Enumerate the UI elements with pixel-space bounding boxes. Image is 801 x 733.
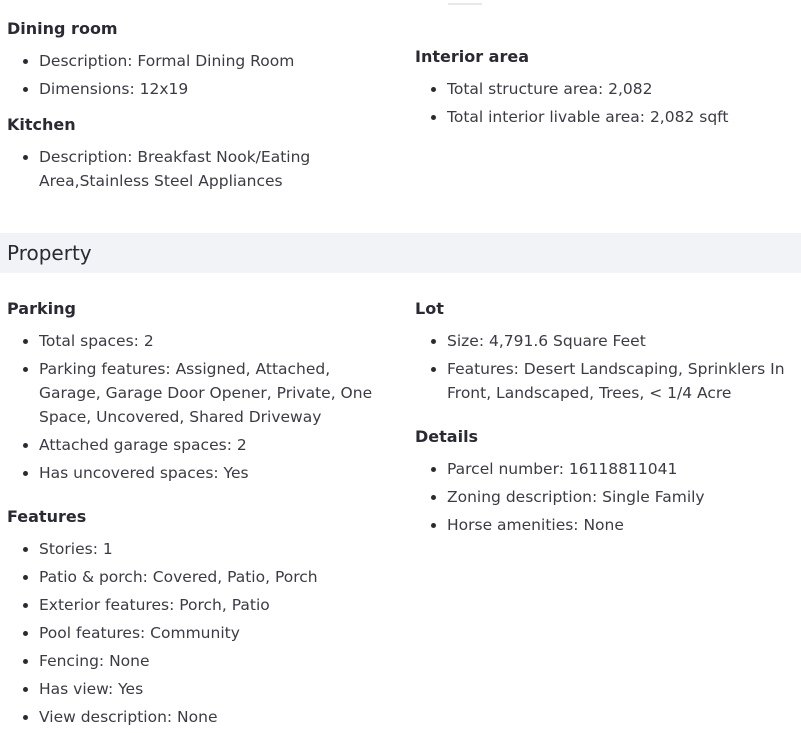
list-item: • Fencing: None [39,649,387,673]
lot-list [415,329,797,405]
parking-group [7,299,387,485]
list-item: • Parcel number: 16118811041 [447,457,795,481]
list-item: • Pool features: Community [39,621,387,645]
parking-list [7,329,389,485]
list-item: • Features: Desert Landscaping, Sprinklers In Front, Landscaped, Trees, < 1/4 Acre [447,357,797,405]
list-item: • Dimensions: 12x19 [39,77,387,101]
list-item: • Description: Formal Dining Room [39,49,387,73]
dining-room-heading: Dining room [7,19,118,38]
list-item: • View description: None [39,705,387,729]
property-left-column [7,299,387,733]
list-item: • Total structure area: 2,082 [447,77,795,101]
interior-right-column [415,47,795,133]
details-group [415,427,795,537]
parking-heading: Parking [7,299,76,318]
kitchen-group [7,115,387,193]
list-item: • Has uncovered spaces: Yes [39,461,389,485]
list-item: • Total interior livable area: 2,082 sqft [447,105,795,129]
dining-room-list [7,49,387,101]
list-item: • Exterior features: Porch, Patio [39,593,387,617]
list-item: • Stories: 1 [39,537,387,561]
list-item: • Patio & porch: Covered, Patio, Porch [39,565,387,589]
property-right-column [415,299,795,541]
list-item: • Description: Breakfast Nook/Eating Area,Stainless Steel Appliances [39,145,319,193]
property-section-title: Property [7,241,92,265]
interior-area-group [415,47,795,129]
list-item: • Total spaces: 2 [39,329,389,353]
interior-area-heading: Interior area [415,47,530,66]
features-list [7,537,387,729]
details-heading: Details [415,427,479,446]
features-group [7,507,387,729]
lot-group [415,299,795,405]
interior-area-list [415,77,795,129]
kitchen-list [7,145,319,193]
list-item: • Has view: Yes [39,677,387,701]
lot-heading: Lot [415,299,444,318]
list-item: • Parking features: Assigned, Attached, Garage, Garage Door Opener, Private, One Space, Uncovered, Shared Driveway [39,357,389,429]
faint-divider [448,3,482,5]
features-heading: Features [7,507,87,526]
list-item: • Attached garage spaces: 2 [39,433,389,457]
list-item: • Horse amenities: None [447,513,795,537]
dining-room-group [7,19,387,101]
kitchen-heading: Kitchen [7,115,76,134]
list-item: • Size: 4,791.6 Square Feet [447,329,797,353]
interior-left-column [7,19,387,197]
details-list [415,457,795,537]
property-section-header [0,233,801,273]
list-item: • Zoning description: Single Family [447,485,795,509]
